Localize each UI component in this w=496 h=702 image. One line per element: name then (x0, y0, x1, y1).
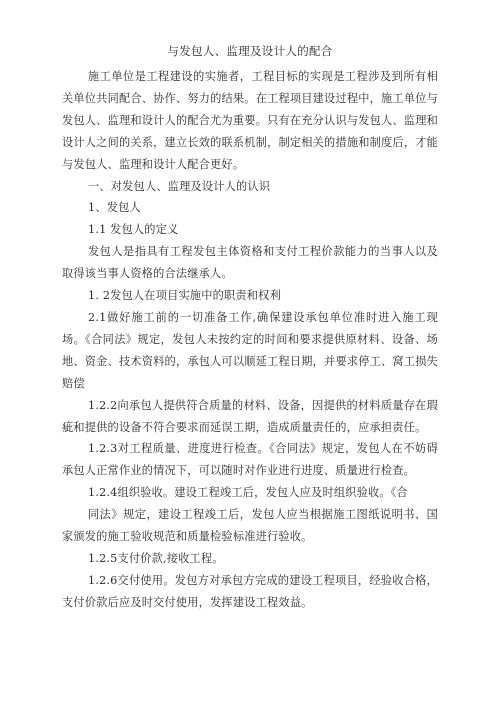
paragraph-duty-1-2-5: 1.2.5支付价款,接收工程。 (88, 551, 224, 565)
paragraph-duty-1-2-2: 1.2.2向承包人提供符合质量的材料、设备，因提供的材料质量存在瑕疵和提供的设备不符合要求而延误工期，造成质量责任的，应承担责任。 (62, 398, 438, 434)
document-body (62, 66, 438, 614)
heading-section-1: 一、对发包人、监理及设计人的认识 (88, 179, 271, 193)
heading-employer-definition: 1.1 发包人的定义 (88, 223, 179, 237)
document-title: 与发包人、监理及设计人的配合 (167, 44, 333, 58)
paragraph-duty-1-2-6: 1.2.6交付使用。发包方对承包方完成的建设工程项目，经验收合格，支付价款后应及时交付使用，发挥建设工程效益。 (62, 573, 438, 609)
paragraph-duty-1-2-4: 1.2.4组织验收。建设工程竣工后，发包人应及时组织验收。《合 (88, 486, 408, 500)
paragraph-employer-definition: 发包人是指具有工程发包主体资格和支付工程价款能力的当事人以及取得该当事人资格的合法继承人。 (62, 245, 438, 281)
paragraph-duty-2-1: 2.1做好施工前的一切准备工作,确保建设承包单位准时进入施工现场。《合同法》规定，发包人未按约定的时间和要求提供原材料、设备、场地、资金、技术资料的，承包人可以顺延工程日期，并要求停工、窝工损失赔偿 (62, 310, 438, 390)
paragraph-duty-1-2-3: 1.2.3对工程质量、进度进行检查。《合同法》规定，发包人在不妨碍承包人正常作业的情况下，可以随时对作业进行进度、质量进行检查。 (62, 442, 438, 478)
paragraph-duty-1-2-4-cont: 同法》规定，建设工程竣工后，发包人应当根据施工图纸说明书、国家颁发的施工验收规范和质量检验标准进行验收。 (62, 508, 438, 544)
document-page (62, 44, 438, 614)
paragraph-intro: 施工单位是工程建设的实施者，工程目标的实现是工程涉及到所有相关单位共同配合、协作、努力的结果。在工程项目建设过程中，施工单位与发包人、监理和设计人的配合尤为重要。只有在充分认识与发包人、监理和设计人之间的关系，建立长效的联系机制，制定相关的措施和制度后，才能与发包人、监理和设计人配合更好。 (62, 70, 438, 171)
heading-employer: 1、发包人 (88, 201, 141, 215)
heading-employer-duties: 1. 2发包人在项目实施中的职责和权利 (88, 289, 281, 303)
